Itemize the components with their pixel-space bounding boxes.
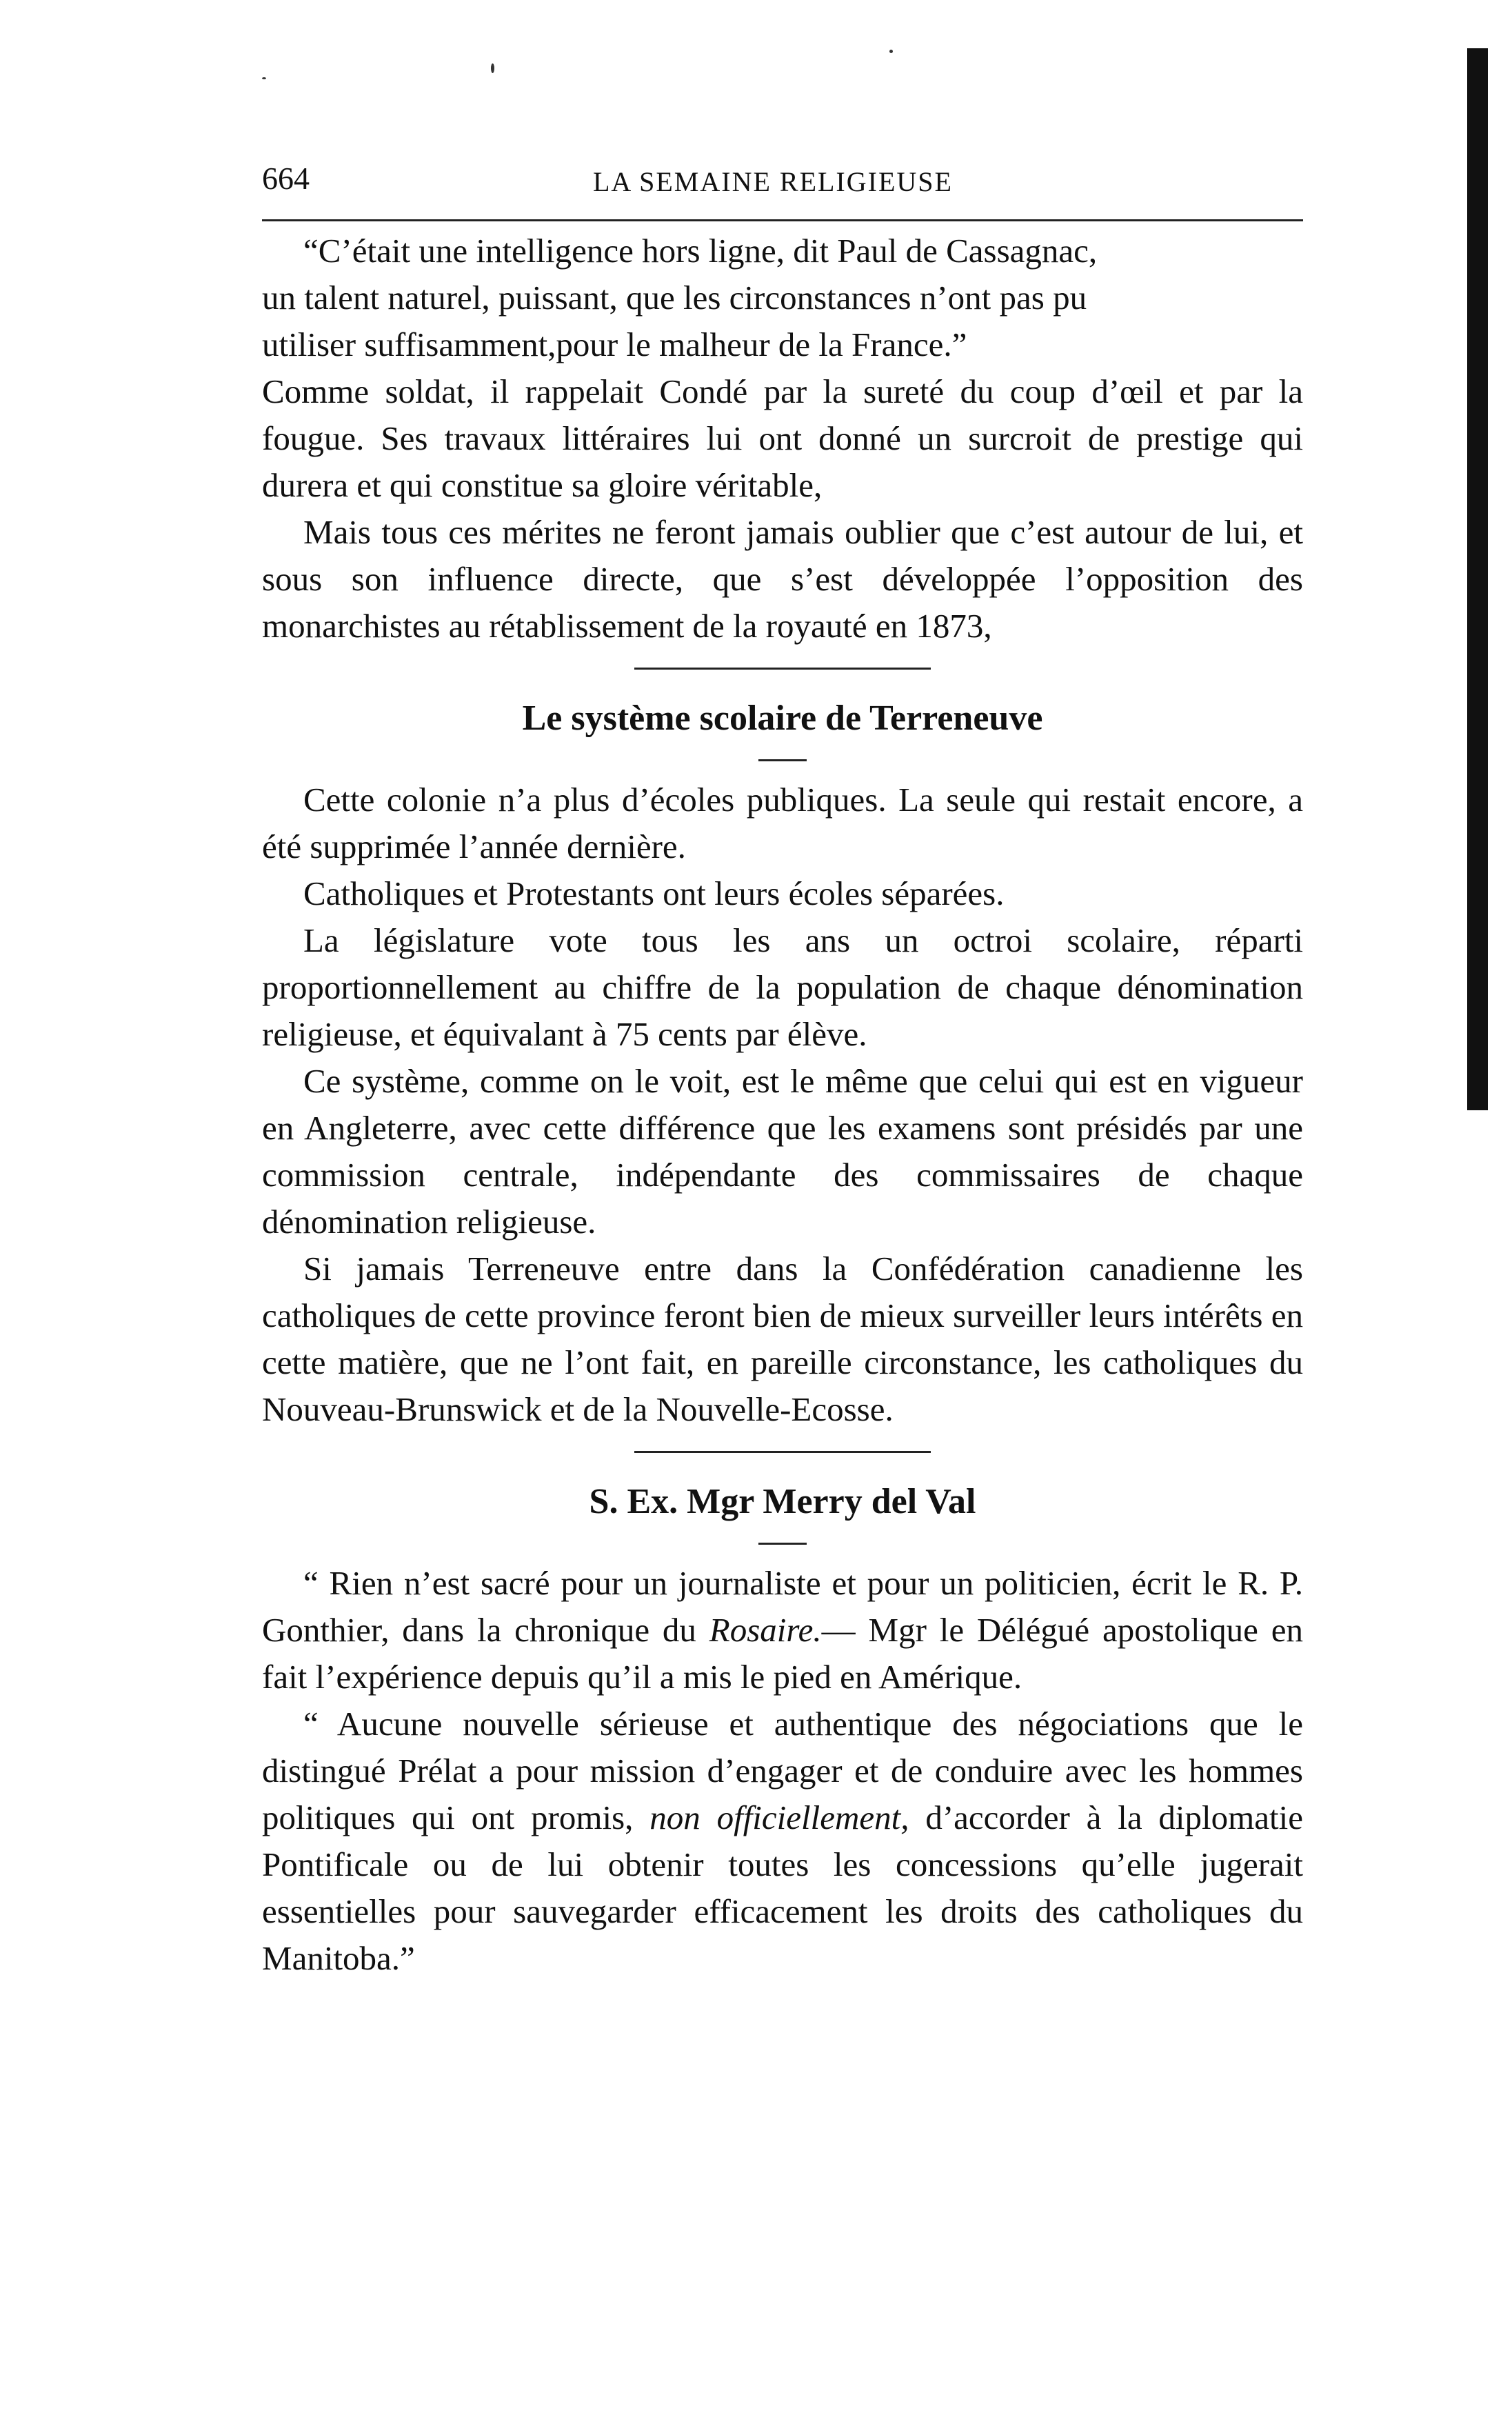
quote-line: utiliser suffisamment,pour le malheur de la France.” <box>262 325 967 363</box>
section-title: Le système scolaire de Terreneuve <box>522 699 1043 738</box>
scan-edge-shadow <box>1467 48 1488 1110</box>
paragraph: Mais tous ces mérites ne feront jamais oublier que c’est autour de lui, et sous son influence directe, que s’est développée l’opposition des monarchistes au rétablissement de la royauté en 1873, <box>262 513 1303 645</box>
quote-line: “C’était une intelligence hors ligne, dit Paul de Cassagnac, <box>303 232 1098 270</box>
section-divider <box>634 1451 931 1453</box>
text-run: — Mgr le Délégué apostolique en fait l’expérience depuis qu’il a mis le pied en Amérique. <box>262 1611 1304 1696</box>
paragraph: Catholiques et Protestants ont leurs écoles séparées. <box>303 874 1005 912</box>
paragraph: Comme soldat, il rappelait Condé par la sureté du coup d’œil et par la fougue. Ses travaux littéraires lui ont donné un surcroit de prestige qui durera et qui constitue sa gloire véritable, <box>262 372 1303 504</box>
paragraph: Si jamais Terreneuve entre dans la Confédération canadienne les catholiques de cette province feront bien de mieux surveiller leurs intérêts en cette matière, que ne l’ont fait, en pareille circonstance, les catholiques du Nouveau-Brunswick et de la Nouvelle-Ecosse. <box>262 1250 1303 1428</box>
page-number: 664 <box>262 161 310 196</box>
italic-title: Rosaire. <box>709 1611 822 1649</box>
paragraph <box>262 1560 1303 1701</box>
paragraph: La législature vote tous les ans un octroi scolaire, réparti proportionnellement au chiffre de la population de chaque dénomination religieuse, et équivalant à 75 cents par élève. <box>262 921 1303 1053</box>
section-title: S. Ex. Mgr Merry del Val <box>589 1482 976 1521</box>
page-body <box>262 228 1303 1982</box>
paragraph: Ce système, comme on le voit, est le même que celui qui est en vigueur en Angleterre, avec cette différence que les examens sont présidés par une commission centrale, indépendante des commissaires de chaque dénomination religieuse. <box>262 1062 1303 1241</box>
quote-line: un talent naturel, puissant, que les circonstances n’ont pas pu <box>262 279 1087 317</box>
page-header <box>262 160 1303 208</box>
text-run: “ Rien n’est sacré pour un journaliste et pour un politicien, écrit le R. P. Gonthier, dans la chronique du <box>262 1564 1303 1649</box>
header-rule <box>262 219 1303 221</box>
text-run: “ Aucune nouvelle sérieuse et authentique des négociations que le distingué Prélat a pour mission d’engager et de conduire avec les hommes politiques qui ont promis, <box>262 1705 1303 1836</box>
running-title: LA SEMAINE RELIGIEUSE <box>593 166 953 197</box>
scan-speck <box>491 63 494 73</box>
italic-phrase: non officiellement, <box>649 1798 909 1836</box>
section-divider <box>634 668 931 670</box>
scan-speck <box>262 77 266 79</box>
paragraph <box>262 1701 1303 1982</box>
paragraph: Cette colonie n’a plus d’écoles publiques. La seule qui restait encore, a été supprimée l’année dernière. <box>262 781 1303 865</box>
text-run: d’accorder à la diplomatie Pontificale ou de lui obtenir toutes les concessions qu’elle jugerait essentielles pour sauvegarder efficacement les droits des catholiques du Manitoba.” <box>262 1798 1303 1977</box>
scan-speck <box>889 50 893 53</box>
